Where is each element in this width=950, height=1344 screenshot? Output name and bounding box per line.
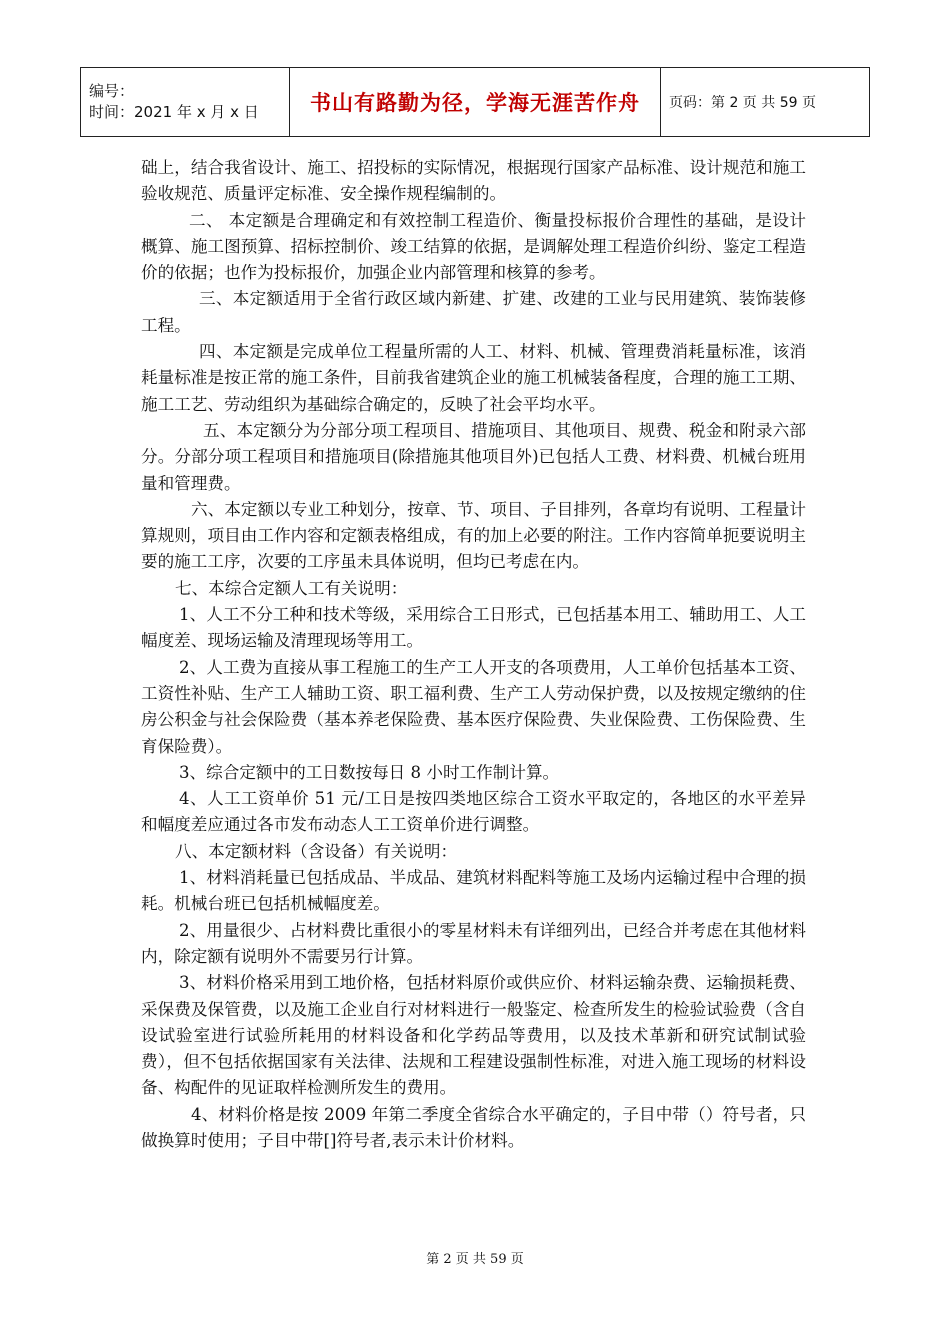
body-paragraph: 五、本定额分为分部分项工程项目、措施项目、其他项目、规费、税金和附录六部分。分部分项工程项目和措施项目(除措施其他项目外)已包括人工费、材料费、机械台班用量和管理费。 [141, 420, 806, 493]
document-date-label: 时间：2021 年 x 月 x 日 [89, 103, 259, 121]
body-paragraph: 4、人工工资单价 51 元/工日是按四类地区综合工资水平取定的，各地区的水平差异和幅度差应通过各市发布动态人工工资单价进行调整。 [141, 789, 806, 835]
header-table [80, 67, 870, 137]
header-motto: 书山有路勤为径，学海无涯苦作舟 [290, 68, 661, 137]
body-paragraph: 三、本定额适用于全省行政区域内新建、扩建、改建的工业与民用建筑、装饰装修工程。 [141, 289, 806, 335]
body-paragraph: 七、本综合定额人工有关说明： [175, 578, 408, 598]
page-footer: 第 2 页 共 59 页 [426, 1252, 524, 1267]
body-paragraph: 3、综合定额中的工日数按每日 8 小时工作制计算。 [179, 762, 560, 782]
body-paragraph: 4、材料价格是按 2009 年第二季度全省综合水平确定的，子目中带（）符号者，只做换算时使用；子目中带[]符号者,表示未计价材料。 [141, 1104, 806, 1150]
header-page-info: 页码：第 2 页 共 59 页 [661, 68, 870, 137]
body-paragraph: 础上，结合我省设计、施工、招投标的实际情况，根据现行国家产品标准、设计规范和施工验收规范、质量评定标准、安全操作规程编制的。 [141, 158, 806, 204]
document-body [141, 155, 806, 1154]
body-paragraph: 2、人工费为直接从事工程施工的生产工人开支的各项费用，人工单价包括基本工资、工资性补贴、生产工人辅助工资、职工福利费、生产工人劳动保护费，以及按规定缴纳的住房公积金与社会保险费（基本养老保险费、基本医疗保险费、失业保险费、工伤保险费、生育保险费）。 [141, 657, 806, 756]
body-paragraph: 八、本定额材料（含设备）有关说明： [175, 841, 458, 861]
body-paragraph: 3、材料价格采用到工地价格，包括材料原价或供应价、材料运输杂费、运输损耗费、采保费及保管费，以及施工企业自行对材料进行一般鉴定、检查所发生的检验试验费（含自设试验室进行试验所耗用的材料设备和化学药品等费用，以及技术革新和研究试制试验费），但不包括依据国家有关法律、法规和工程建设强制性标准，对进入施工现场的材料设备、构配件的见证取样检测所发生的费用。 [141, 973, 806, 1098]
header-left-cell [81, 68, 290, 137]
body-paragraph: 1、人工不分工种和技术等级，采用综合工日形式，已包括基本用工、辅助用工、人工幅度差、现场运输及清理现场等用工。 [141, 605, 806, 651]
body-paragraph: 六、本定额以专业工种划分，按章、节、项目、子目排列，各章均有说明、工程量计算规则，项目由工作内容和定额表格组成，有的加上必要的附注。工作内容简单扼要说明主要的施工工序，次要的工序虽未具体说明，但均已考虑在内。 [141, 499, 806, 572]
body-paragraph: 二、 本定额是合理确定和有效控制工程造价、衡量投标报价合理性的基础，是设计概算、施工图预算、招标控制价、竣工结算的依据，是调解处理工程造价纠纷、鉴定工程造价的依据；也作为投标报价，加强企业内部管理和核算的参考。 [141, 210, 806, 283]
body-paragraph: 1、材料消耗量已包括成品、半成品、建筑材料配料等施工及场内运输过程中合理的损耗。机械台班已包括机械幅度差。 [141, 868, 806, 914]
body-paragraph: 四、本定额是完成单位工程量所需的人工、材料、机械、管理费消耗量标准，该消耗量标准是按正常的施工条件，目前我省建筑企业的施工机械装备程度，合理的施工工期、施工工艺、劳动组织为基础综合确定的，反映了社会平均水平。 [141, 342, 806, 414]
body-paragraph: 2、用量很少、占材料费比重很小的零星材料未有详细列出，已经合并考虑在其他材料内，除定额有说明外不需要另行计算。 [141, 920, 806, 966]
document-number-label: 编号： [89, 82, 135, 100]
